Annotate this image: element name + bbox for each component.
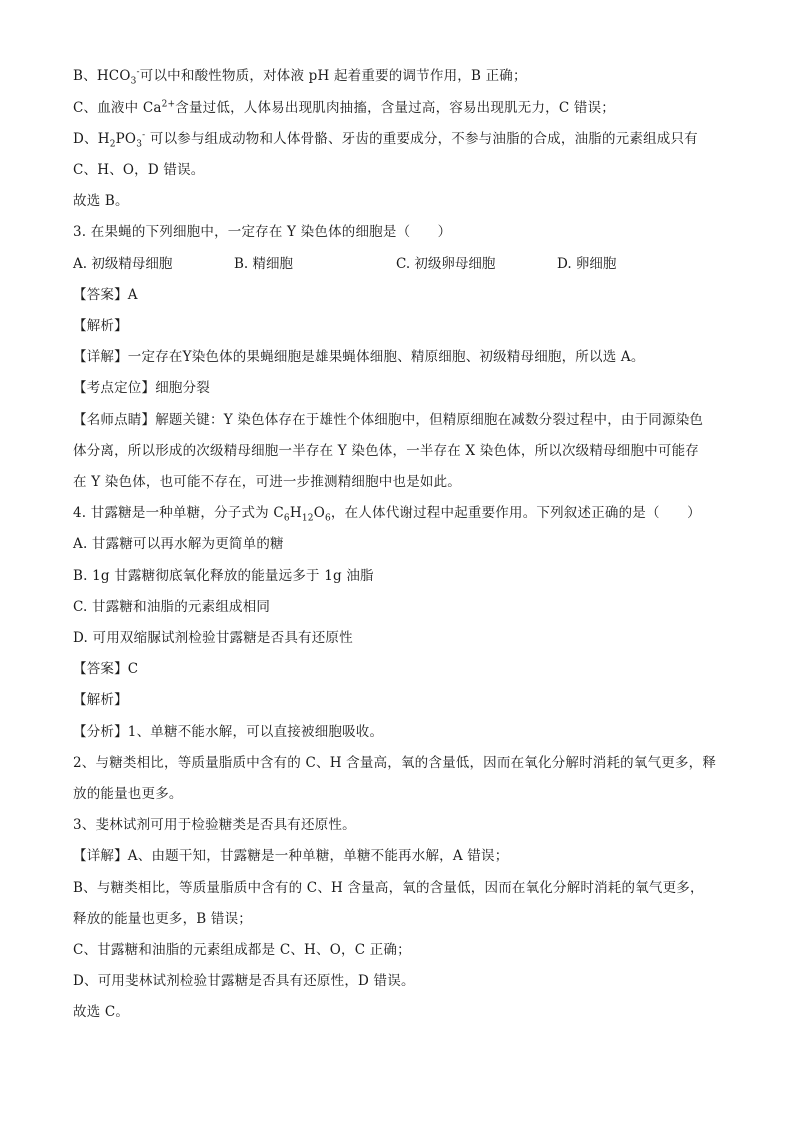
- text-line: [73, 66, 527, 86]
- q3-kaodian: 【考点定位】细胞分裂: [73, 380, 210, 396]
- q4-conclusion: 故选 C。: [73, 1004, 130, 1020]
- question-4: [73, 503, 701, 523]
- text-segment: 可以中和酸性物质，对体液 pH 起着重要的调节作用，B 正确；: [139, 68, 527, 84]
- q4-detail-line: 【详解】A、由题干知，甘露糖是一种单糖，单糖不能再水解，A 错误；: [73, 848, 509, 864]
- q4-fenxi: 【分析】1、单糖不能水解，可以直接被细胞吸收。: [73, 724, 384, 740]
- q3-detail: 【详解】一定存在Y染色体的果蝇细胞是雄果蝇体细胞、精原细胞、初级精母细胞，所以选 A。: [73, 349, 645, 365]
- q3-analysis-heading: 【解析】: [73, 318, 128, 334]
- question-3: 3. 在果蝇的下列细胞中，一定存在 Y 染色体的细胞是（ ）: [73, 224, 452, 240]
- q3-option-a: A. 初级精母细胞: [73, 256, 173, 272]
- text-segment: ，在人体代谢过程中起重要作用。下列叙述正确的是（ ）: [330, 505, 701, 521]
- q3-mingshi-line: 【名师点睛】解题关键：Y 染色体存在于雄性个体细胞中，但精原细胞在减数分裂过程中，由于同源染色: [73, 412, 704, 428]
- q3-mingshi-line: 体分离，所以形成的次级精母细胞一半存在 Y 染色体，一半存在 X 染色体，所以次级精母细胞中可能存: [73, 443, 699, 459]
- q3-answer: 【答案】A: [73, 287, 138, 303]
- text-segment: 含量过低，人体易出现肌肉抽搐，含量过高，容易出现肌无力，C 错误；: [175, 100, 616, 116]
- superscript: 2+: [161, 99, 176, 110]
- q3-option-d: D. 卵细胞: [557, 256, 617, 272]
- text-segment: PO: [115, 131, 137, 147]
- q4-answer: 【答案】C: [73, 661, 139, 677]
- text-segment: 可以参与组成动物和人体骨骼、牙齿的重要成分，不参与油脂的合成，油脂的元素组成只有: [145, 131, 698, 147]
- superscript: -: [136, 67, 140, 78]
- q3-option-b: B. 精细胞: [234, 256, 294, 272]
- text-segment: B、HCO: [73, 68, 131, 84]
- text-line: C、H、O，D 错误。: [73, 162, 205, 178]
- text-segment: O: [313, 505, 325, 521]
- q4-detail-line: 释放的能量也更多，B 错误；: [73, 911, 253, 927]
- q4-fenxi-line: 2、与糖类相比，等质量脂质中含有的 C、H 含量高，氧的含量低，因而在氧化分解时消耗的氧气更多，释: [73, 755, 717, 771]
- subscript: 2: [109, 139, 116, 150]
- q4-detail-line: B、与糖类相比，等质量脂质中含有的 C、H 含量高，氧的含量低，因而在氧化分解时消耗的氧气更多，: [73, 880, 704, 896]
- text-segment: H: [289, 505, 302, 521]
- text-line: 故选 B。: [73, 193, 129, 209]
- subscript: 12: [301, 513, 314, 524]
- q4-analysis-heading: 【解析】: [73, 692, 128, 708]
- subscript: 3: [136, 139, 143, 150]
- q3-mingshi-line: 在 Y 染色体，也可能不存在，可进一步推测精细胞中也是如此。: [73, 474, 461, 490]
- q4-option-a: A. 甘露糖可以再水解为更简单的糖: [73, 536, 284, 552]
- q4-fenxi-line: 放的能量也更多。: [73, 786, 183, 802]
- q4-detail-line: D、可用斐林试剂检验甘露糖是否具有还原性，D 错误。: [73, 973, 415, 989]
- text-segment: C、血液中 Ca: [73, 100, 162, 116]
- superscript: -: [142, 130, 146, 141]
- subscript: 6: [283, 513, 290, 524]
- q4-option-b: B. 1g 甘露糖彻底氧化释放的能量远多于 1g 油脂: [73, 568, 374, 584]
- text-segment: 4. 甘露糖是一种单糖，分子式为 C: [73, 505, 284, 521]
- text-segment: D、H: [73, 131, 110, 147]
- q3-option-c: C. 初级卵母细胞: [396, 256, 496, 272]
- q4-fenxi-line: 3、斐林试剂可用于检验糖类是否具有还原性。: [73, 817, 356, 833]
- subscript: 3: [130, 76, 137, 87]
- q4-option-c: C. 甘露糖和油脂的元素组成相同: [73, 599, 271, 615]
- text-line: [73, 98, 615, 118]
- subscript: 6: [324, 513, 331, 524]
- q4-option-d: D. 可用双缩脲试剂检验甘露糖是否具有还原性: [73, 630, 353, 646]
- text-line: [73, 129, 698, 149]
- q4-detail-line: C、甘露糖和油脂的元素组成都是 C、H、O，C 正确；: [73, 942, 411, 958]
